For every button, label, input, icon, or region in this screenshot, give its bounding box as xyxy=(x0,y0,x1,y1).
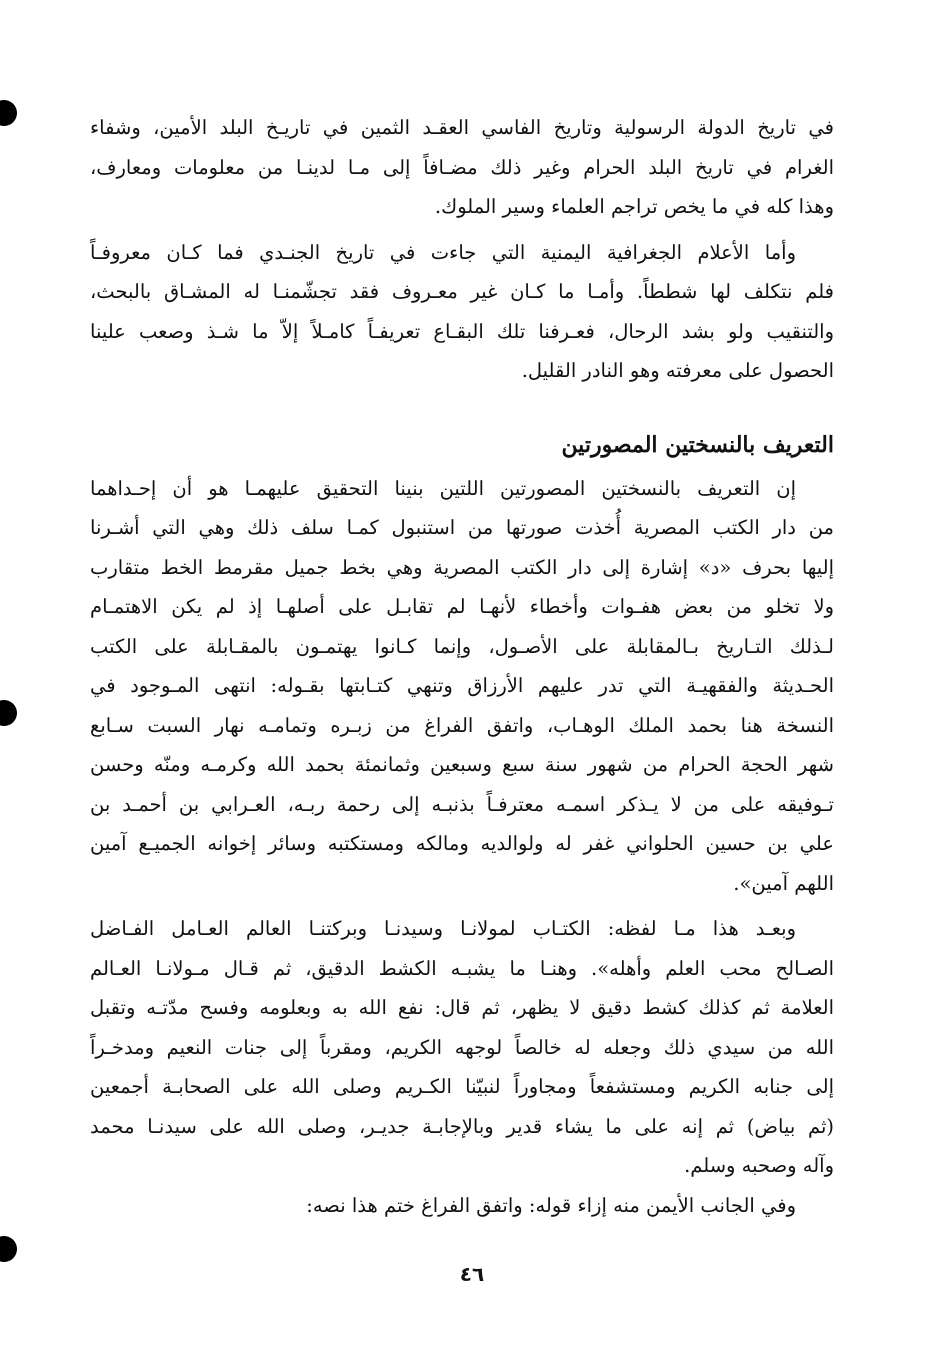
text-line: اللهم آمين». xyxy=(733,871,834,895)
paragraph-2 xyxy=(90,233,834,391)
text-line: الحصول على معرفته وهو النادر القليل. xyxy=(521,359,834,382)
text-line: تـوفيقه على من لا يـذكر اسمـه معترفـاً بذنبـه إلى رحمة ربـه، العـرابي بن أحمـد بن xyxy=(90,792,834,816)
punch-hole-middle xyxy=(0,700,17,726)
text-line: الصـالح محب العلم وأهله». وهنـا ما يشبـه الكشط الدقيق، ثم قـال مـولانـا العـالم xyxy=(90,956,834,980)
text-line: من دار الكتب المصرية أُخذت صورتها من استنبول كمـا سلف ذلك وهي التي أشـرنا xyxy=(90,516,834,539)
text-line: الله من سيدي ذلك وجعله له خالصاً لوجهه الكريم، ومقرباً إلى جنات النعيم ومدخـراً xyxy=(90,1035,834,1059)
text-line: شهر الحجة الحرام من شهور سنة سبع وسبعين وثمانمئة بحمد الله وكرمـه ومنّه وحسن xyxy=(90,753,834,776)
text-line: ولا تخلو من بعض هفـوات وأخطاء لأنهـا لم تقابـل على أصلهـا إذ لم يكن الاهتمـام xyxy=(90,595,834,618)
text-line: وآله وصحبه وسلم. xyxy=(684,1154,834,1177)
text-line: (ثم بياض) ثم إنه على ما يشاء قدير وبالإجابـة جديـر، وصلى الله على سيدنـا محمد xyxy=(90,1114,834,1138)
text-line: العلامة ثم كذلك كشط دقيق لا يظهر، ثم قال: نفع الله به وبعلومه وفسح مدّتـه وتقبل xyxy=(90,996,834,1019)
text-line: علي بن حسين الحلواني غفر له ولوالديه ومالكه ومستكتبه وسائر إخوانه الجميـع آمين xyxy=(90,832,834,855)
text-line: وأما الأعلام الجغرافية اليمنية التي جاءت في تاريخ الجنـدي فما كـان معروفـاً xyxy=(90,240,796,264)
text-line: الحـديثة والفقهيـة التي تدر عليهم الأرزاق وتنهي كتـابتها بقـوله: انتهى المـوجود في xyxy=(90,674,834,697)
text-line: فلم نتكلف لها شططاً. وأمـا ما كـان غير معـروف فقد تجشّمنـا له المشـاق بالبحث، xyxy=(90,280,834,303)
paragraph-4 xyxy=(90,909,834,1186)
text-line: إليها بحرف «د» إشارة إلى دار الكتب المصرية وهي بخط جميل مقرمط الخط متقارب xyxy=(90,555,834,579)
punch-hole-bottom xyxy=(0,1236,17,1262)
text-line: والتنقيب ولو بشد الرحال، فعـرفنا تلك البقـاع تعريفـاً كامـلاً إلاّ ما شـذ وصعب علينا xyxy=(90,319,834,343)
text-line: إلى جنابه الكريم ومستشفعاً ومجاوراً لنبيّنا الكـريم وصلى الله على الصحابـة أجمعين xyxy=(90,1075,834,1098)
text-line: النسخة هنا بحمد الملك الوهـاب، واتفق الفراغ من زبـره وتمامـه نهار السبت سـابع xyxy=(90,713,834,737)
text-line: وفي الجانب الأيمن منه إزاء قوله: واتفق الفراغ ختم هذا نصه: xyxy=(306,1193,796,1217)
paragraph-3 xyxy=(90,469,834,904)
text-line: إن التعريف بالنسختين المصورتين اللتين بنينا التحقيق عليهمـا هو أن إحـداهما xyxy=(90,476,796,500)
page-number: ٤٦ xyxy=(459,1262,485,1286)
text-line: وبعـد هذا مـا لفظه: الكتـاب لمولانـا وسيدنـا وبركتنـا العالم العـامل الفـاضل xyxy=(90,917,796,940)
paragraph-1 xyxy=(90,108,834,227)
page-body xyxy=(90,108,834,1225)
section-heading: التعريف بالنسختين المصورتين xyxy=(561,431,834,458)
text-line: الغرام في تاريخ البلد الحرام وغير ذلك مضـافاً إلى مـا لدينـا من معلومات ومعارف، xyxy=(90,155,834,179)
text-line: وهذا كله في ما يخص تراجم العلماء وسير الملوك. xyxy=(434,195,834,218)
punch-hole-top xyxy=(0,100,17,126)
text-line: في تاريخ الدولة الرسولية وتاريخ الفاسي العقـد الثمين في تاريـخ البلد الأمين، وشفاء xyxy=(90,116,834,139)
paragraph-5 xyxy=(90,1186,834,1226)
text-line: لـذلك التـاريخ بـالمقابلة على الأصـول، وإنما كـانوا يهتمـون بالمقـابلة على الكتب xyxy=(90,634,834,658)
